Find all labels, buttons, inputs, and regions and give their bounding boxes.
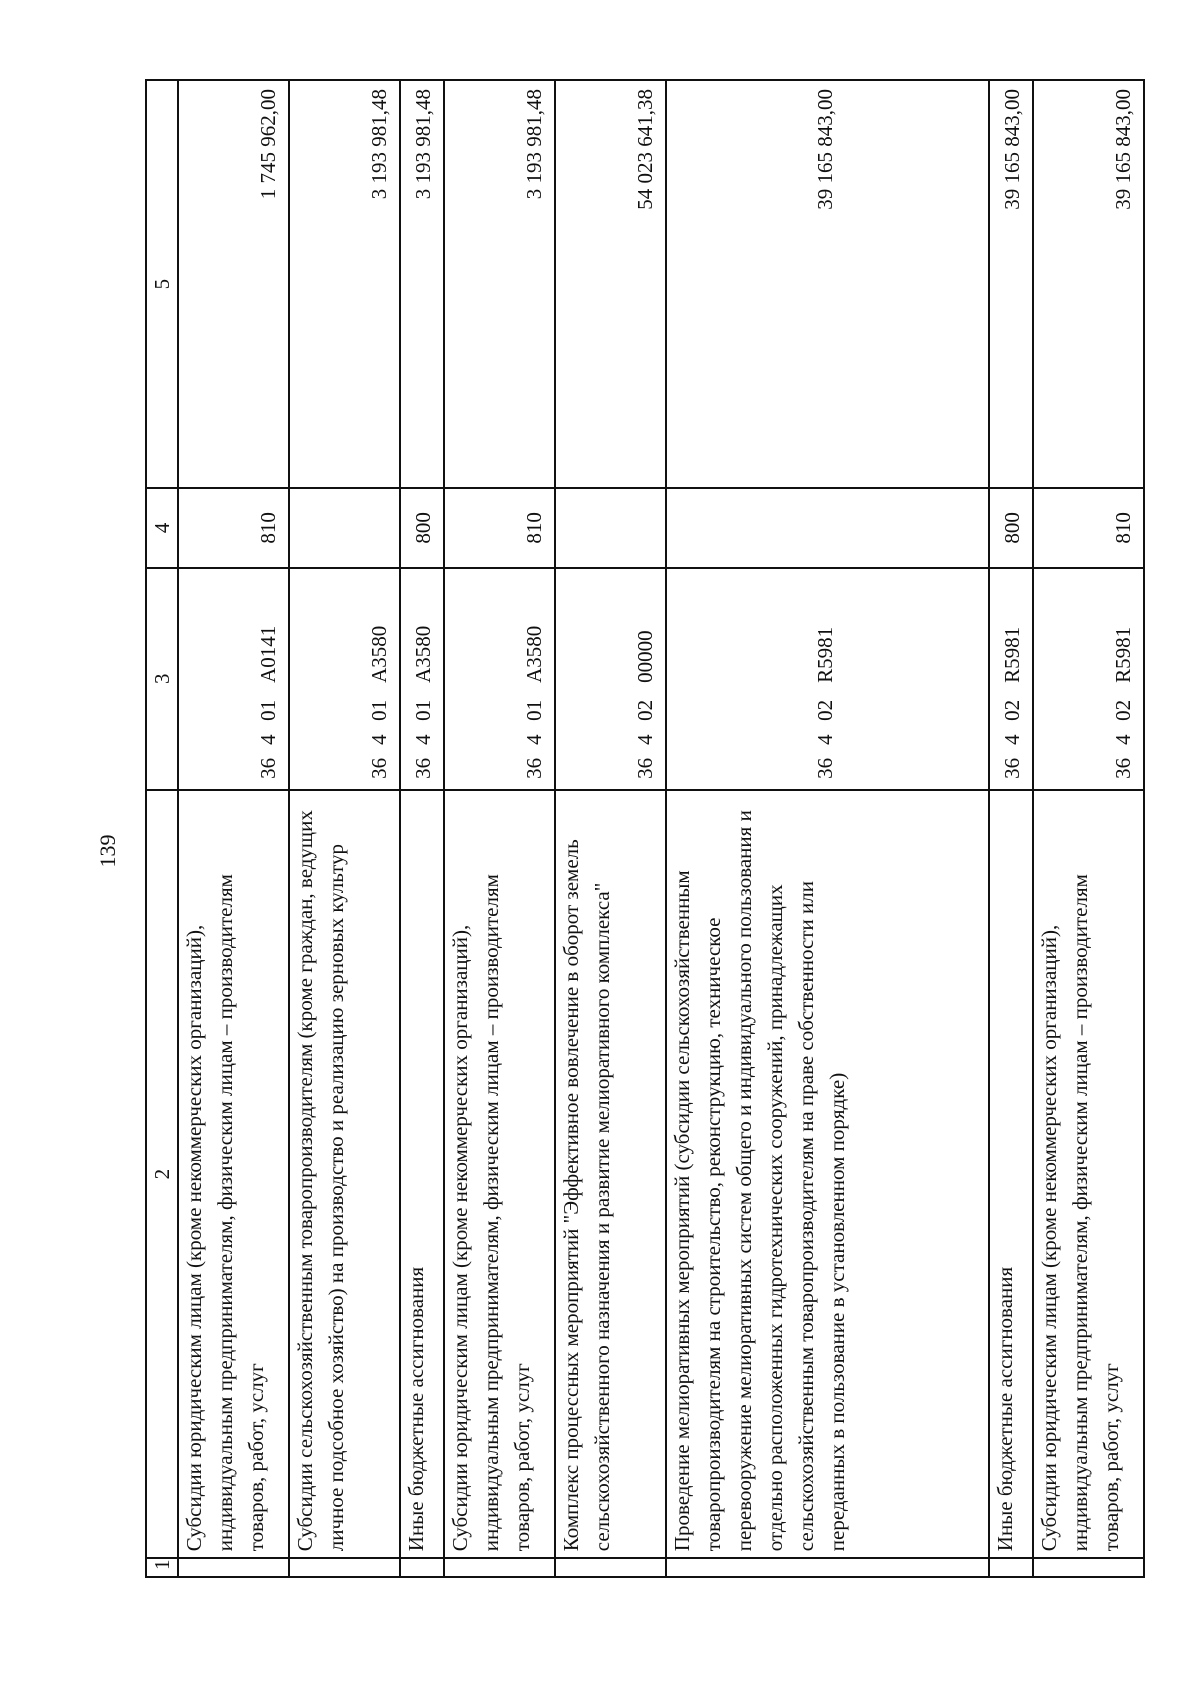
expense-type-cell: 800 [989,488,1032,567]
description-cell: Субсидии юридическим лицам (кроме некоммерческих организаций), индивидуальным предпринимателям, физическим лицам – производителям товаров, работ, услуг [1033,790,1144,1558]
code-subprogram: 4 [1111,734,1135,745]
row-index-cell [289,1558,400,1577]
code-event: 01 [522,699,547,721]
table-row [178,80,289,1577]
code-program: 36 [410,757,435,779]
amount-cell: 39 165 843,00 [989,80,1032,488]
table-row [555,80,666,1577]
amount-cell: 3 193 981,48 [289,80,400,488]
page-number: 139 [95,834,120,868]
description-cell: Проведение мелиоративных мероприятий (субсидии сельскохозяйственным товаропроизводителям на строительство, реконструкцию, техническое перевооружение мелиоративных систем общего и индивидуального пользования и отдельно расположенных гидротехнических сооружений, принадлежащих сельскохозяйственным товаропроизводителям на праве собственности или переданных в пользование в установленном порядке) [666,790,989,1558]
table-row [400,80,443,1577]
column-header-1: 1 [146,1558,178,1577]
amount-cell: 3 193 981,48 [400,80,443,488]
code-event: 02 [633,699,658,721]
row-index-cell [178,1558,289,1577]
column-header-5: 5 [146,80,178,488]
amount-cell: 54 023 641,38 [555,80,666,488]
table-row [989,80,1032,1577]
row-index-cell [444,1558,555,1577]
code-subprogram: 4 [367,734,392,745]
code-program: 36 [813,757,838,779]
classification-code-cell [178,568,289,790]
amount-cell: 39 165 843,00 [1033,80,1144,488]
code-direction: R5981 [1111,626,1135,683]
expense-type-cell: 810 [178,488,289,567]
code-event: 01 [367,699,392,721]
code-program: 36 [522,757,547,779]
code-direction: A0141 [256,625,281,683]
expense-type-cell [555,488,666,567]
code-program: 36 [256,757,281,779]
code-program: 36 [633,757,658,779]
budget-table [145,79,1145,1578]
budget-table-container [145,79,1145,1578]
classification-code-cell [1033,568,1144,790]
code-event: 02 [813,699,838,721]
description-cell: Иные бюджетные ассигнования [989,790,1032,1558]
amount-cell: 3 193 981,48 [444,80,555,488]
code-subprogram: 4 [410,734,435,745]
row-index-cell [400,1558,443,1577]
expense-type-cell [289,488,400,567]
column-header-4: 4 [146,488,178,567]
code-program: 36 [367,757,392,779]
code-event: 02 [1111,699,1135,721]
amount-cell: 39 165 843,00 [666,80,989,488]
column-header-2: 2 [146,790,178,1558]
description-cell: Субсидии юридическим лицам (кроме некоммерческих организаций), индивидуальным предпринимателям, физическим лицам – производителям товаров, работ, услуг [178,790,289,1558]
description-cell: Субсидии сельскохозяйственным товаропроизводителям (кроме граждан, ведущих личное подсобное хозяйство) на производство и реализацию зерновых культур [289,790,400,1558]
row-index-cell [555,1558,666,1577]
code-direction: 00000 [633,630,658,683]
column-header-3: 3 [146,568,178,790]
code-subprogram: 4 [256,734,281,745]
row-index-cell [1033,1558,1144,1577]
code-direction: A3580 [522,625,547,683]
classification-code-cell [444,568,555,790]
description-cell: Комплекс процессных мероприятий "Эффективное вовлечение в оборот земель сельскохозяйственного назначения и развитие мелиоративного комплекса" [555,790,666,1558]
code-event: 01 [410,699,435,721]
code-program: 36 [999,757,1024,779]
code-direction: R5981 [999,626,1024,683]
table-row [444,80,555,1577]
classification-code-cell [989,568,1032,790]
row-index-cell [989,1558,1032,1577]
code-subprogram: 4 [633,734,658,745]
table-row [289,80,400,1577]
table-row [666,80,989,1577]
classification-code-cell [400,568,443,790]
classification-code-cell [666,568,989,790]
code-subprogram: 4 [813,734,838,745]
table-header-row [146,80,178,1577]
code-subprogram: 4 [999,734,1024,745]
expense-type-cell: 810 [444,488,555,567]
code-subprogram: 4 [522,734,547,745]
classification-code-cell [289,568,400,790]
code-direction: R5981 [813,626,838,683]
code-event: 02 [999,699,1024,721]
expense-type-cell [666,488,989,567]
code-direction: A3580 [367,625,392,683]
expense-type-cell: 800 [400,488,443,567]
code-event: 01 [256,699,281,721]
table-row [1033,80,1144,1577]
classification-code-cell [555,568,666,790]
amount-cell: 1 745 962,00 [178,80,289,488]
code-program: 36 [1111,757,1135,779]
code-direction: A3580 [410,625,435,683]
description-cell: Субсидии юридическим лицам (кроме некоммерческих организаций), индивидуальным предпринимателям, физическим лицам – производителям товаров, работ, услуг [444,790,555,1558]
description-cell: Иные бюджетные ассигнования [400,790,443,1558]
expense-type-cell: 810 [1033,488,1144,567]
row-index-cell [666,1558,989,1577]
